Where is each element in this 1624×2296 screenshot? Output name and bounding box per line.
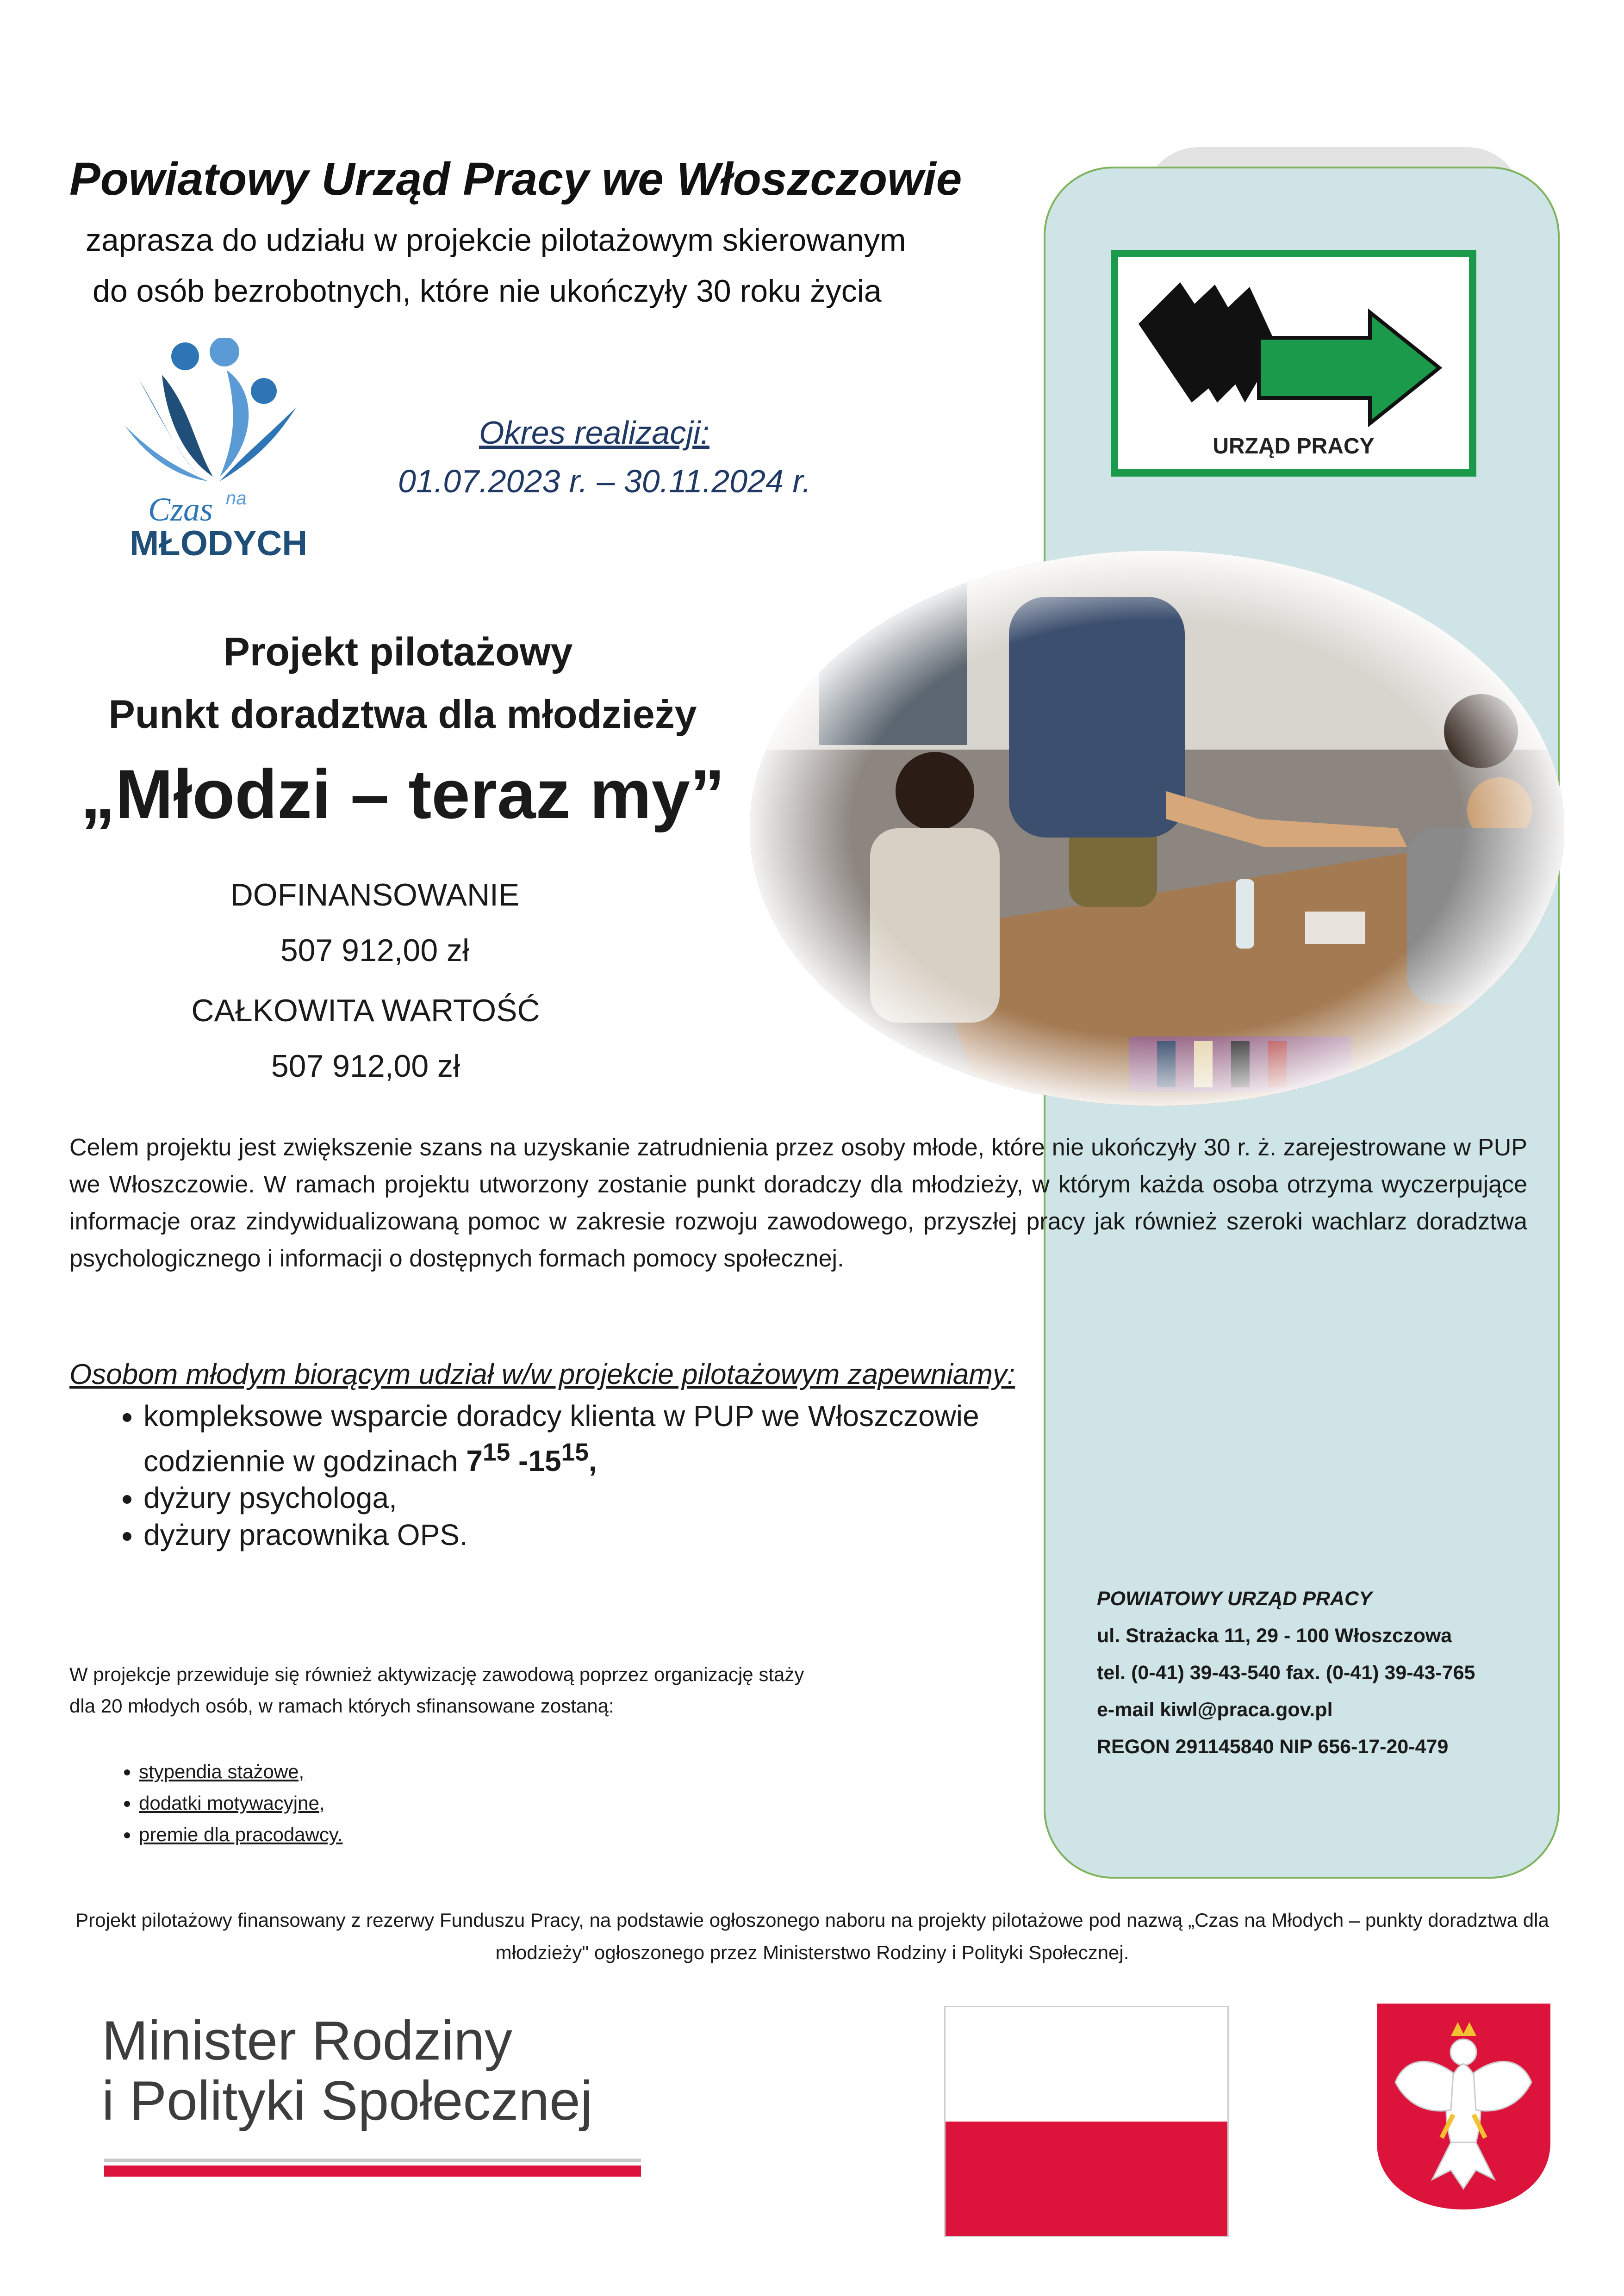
internship-benefits-list bbox=[111, 1756, 787, 1850]
list-item: • dyżury pracownika OPS. bbox=[143, 1516, 1115, 1553]
period-label: Okres realizacji: bbox=[479, 415, 709, 451]
ministry-logo-red-bar bbox=[104, 2166, 641, 2177]
contact-phone: tel. (0-41) 39-43-540 fax. (0-41) 39-43-765 bbox=[1097, 1662, 1475, 1684]
offer-item-1-line-1: kompleksowe wsparcie doradcy klienta w PUP we Włoszczowie bbox=[143, 1399, 979, 1433]
czas-logo-mlodych: MŁODYCH bbox=[130, 524, 308, 563]
invite-line-2: do osób bezrobotnych, które nie ukończyły 30 roku życia bbox=[93, 273, 882, 309]
czas-logo-na: na bbox=[226, 488, 247, 509]
polish-eagle-emblem-icon bbox=[1377, 2004, 1550, 2209]
internships-line-2: dla 20 młodych osób, w ramach których sfinansowane zostaną: bbox=[69, 1695, 614, 1717]
ministry-name-line-2: i Polityki Społecznej bbox=[102, 2070, 593, 2132]
offer-list bbox=[111, 1397, 1115, 1553]
list-item: • dodatki motywacyjne, bbox=[139, 1787, 787, 1819]
flag-red-stripe bbox=[946, 2122, 1227, 2236]
flag-white-stripe bbox=[946, 2007, 1227, 2122]
contact-office-name: POWIATOWY URZĄD PRACY bbox=[1097, 1588, 1372, 1610]
urzad-pracy-logo-text: URZĄD PRACY bbox=[1213, 434, 1375, 459]
project-point: Punkt doradztwa dla młodzieży bbox=[108, 692, 697, 737]
invite-line-1: zaprasza do udziału w projekcie pilotażowym skierowanym bbox=[86, 223, 906, 258]
meeting-handshake-photo bbox=[750, 551, 1564, 1106]
funding-value: 507 912,00 zł bbox=[280, 933, 470, 968]
period-dates: 01.07.2023 r. – 30.11.2024 r. bbox=[398, 463, 811, 499]
list-item: • stypendia stażowe, bbox=[139, 1756, 787, 1787]
list-item: • dyżury psychologa, bbox=[143, 1479, 1115, 1516]
ministry-logo bbox=[102, 2011, 593, 2131]
office-hours: $7^{15}$ $-15^{15}$, bbox=[466, 1439, 597, 1478]
offer-item-1-line-2: codziennie w godzinach bbox=[143, 1444, 458, 1478]
polish-flag bbox=[944, 2006, 1229, 2237]
urzad-pracy-logo bbox=[1111, 250, 1476, 477]
list-item bbox=[143, 1397, 1115, 1479]
contact-regon-nip: REGON 291145840 NIP 656-17-20-479 bbox=[1097, 1736, 1449, 1758]
internships-text bbox=[69, 1659, 949, 1722]
total-value-label: CAŁKOWITA WARTOŚĆ bbox=[191, 993, 540, 1028]
total-value-amount: 507 912,00 zł bbox=[271, 1049, 460, 1084]
project-kind: Projekt pilotażowy bbox=[223, 630, 573, 674]
funding-label: DOFINANSOWANIE bbox=[230, 877, 520, 912]
project-name: „Młodzi – teraz my” bbox=[81, 755, 725, 833]
project-description: Celem projektu jest zwiększenie szans na uzyskanie zatrudnienia przez osoby młode, które nie ukończyły 30 r. ż. zarejestrowane w PUP we Włoszczowie. W ramach projektu utworzony zostanie punkt doradczy dla młodzieży, w którym każda osoba otrzyma wyczerpujące informacje oraz zindywidualizowaną pomoc w zakresie rozwoju zawodowego, przyszłej pracy jak również szeroki wachlarz doradztwa psychologicznego i informacji o dostępnych formach pomocy społecznej. bbox=[69, 1134, 1527, 1272]
czas-na-mlodych-logo bbox=[120, 338, 315, 565]
funding-footnote: Projekt pilotażowy finansowany z rezerwy Funduszu Pracy, na podstawie ogłoszonego naboru na projekty pilotażowe pod nazwą „Czas na Młodych – punkty doradztwa dla młodzieży" ogłoszonego przez Ministerstwo Rodziny i Polityki Społecznej. bbox=[75, 1909, 1549, 1963]
page-title: Powiatowy Urząd Pracy we Włoszczowie bbox=[69, 153, 962, 205]
contact-email: e-mail kiwl@praca.gov.pl bbox=[1097, 1699, 1333, 1721]
czas-logo-word: Czas bbox=[148, 491, 213, 528]
ministry-name-line-1: Minister Rodziny bbox=[102, 2010, 512, 2072]
list-item: • premie dla pracodawcy. bbox=[139, 1819, 787, 1850]
ministry-logo-grey-bar bbox=[104, 2159, 641, 2162]
internships-line-1: W projekcje przewiduje się również aktywizację zawodową poprzez organizację staży bbox=[69, 1663, 804, 1685]
offer-heading: Osobom młodym biorącym udział w/w projekcie pilotażowym zapewniamy: bbox=[69, 1359, 1015, 1390]
contact-address: ul. Strażacka 11, 29 - 100 Włoszczowa bbox=[1097, 1625, 1452, 1647]
contact-block bbox=[1097, 1580, 1537, 1765]
